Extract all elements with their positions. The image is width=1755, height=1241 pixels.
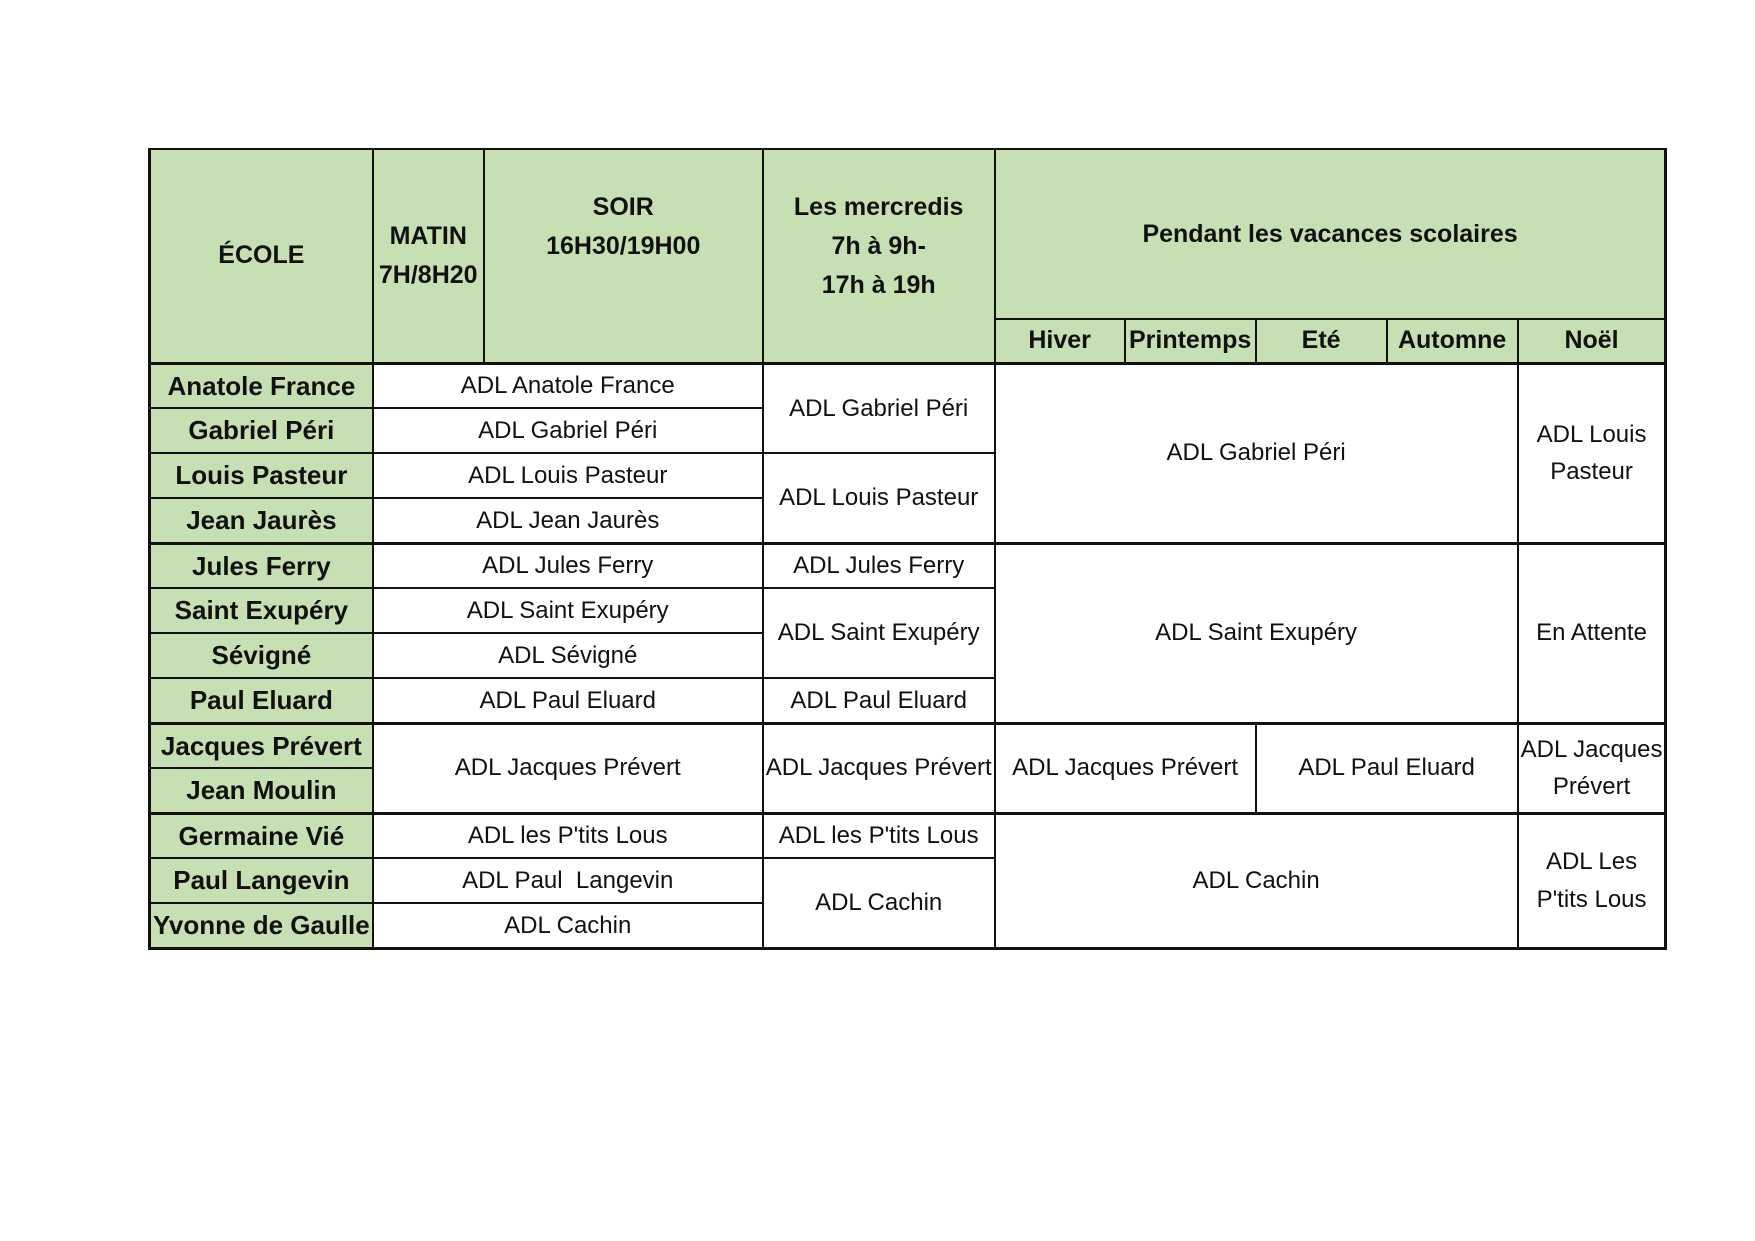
schedule-table bbox=[148, 148, 1667, 950]
matin-soir-cell: ADL Cachin bbox=[373, 903, 763, 948]
matin-soir-cell: ADL Jules Ferry bbox=[373, 543, 763, 588]
mercredis-cell: ADL Gabriel Péri bbox=[763, 363, 995, 453]
school-name: Jacques Prévert bbox=[150, 723, 373, 768]
noel-cell-line2: Prévert bbox=[1552, 773, 1631, 800]
school-name: Germaine Vié bbox=[150, 813, 373, 858]
matin-soir-cell: ADL Saint Exupéry bbox=[373, 588, 763, 633]
header-mercredis-line2: 7h à 9h- bbox=[831, 231, 926, 260]
table-row bbox=[150, 363, 1666, 408]
school-name: Saint Exupéry bbox=[150, 588, 373, 633]
school-name: Jean Moulin bbox=[150, 768, 373, 813]
mercredis-cell: ADL Jules Ferry bbox=[763, 543, 995, 588]
header-mercredis-line3: 17h à 19h bbox=[821, 270, 936, 299]
header-matin-line1: MATIN bbox=[389, 222, 467, 250]
school-name: Gabriel Péri bbox=[150, 408, 373, 453]
header-automne: Automne bbox=[1387, 319, 1518, 363]
header-soir bbox=[484, 149, 763, 363]
noel-cell-line1: ADL Jacques bbox=[1520, 735, 1663, 763]
header-row bbox=[150, 149, 1666, 319]
table-row bbox=[150, 813, 1666, 858]
table-row bbox=[150, 543, 1666, 588]
header-matin-line2: 7H/8H20 bbox=[378, 260, 478, 289]
matin-soir-cell: ADL Jacques Prévert bbox=[373, 723, 763, 813]
header-vacances: Pendant les vacances scolaires bbox=[995, 149, 1666, 319]
mercredis-cell: ADL Jacques Prévert bbox=[763, 723, 995, 813]
noel-cell-line2: P'tits Lous bbox=[1536, 885, 1647, 913]
matin-soir-cell: ADL Anatole France bbox=[373, 363, 763, 408]
mercredis-cell: ADL Paul Eluard bbox=[763, 678, 995, 723]
matin-soir-cell: ADL Paul Eluard bbox=[373, 678, 763, 723]
noel-cell bbox=[1518, 723, 1666, 813]
header-noel: Noël bbox=[1518, 319, 1666, 363]
noel-cell-line2: Pasteur bbox=[1550, 458, 1633, 485]
vacances-cell: ADL Gabriel Péri bbox=[995, 363, 1518, 543]
noel-cell-line1: ADL Louis bbox=[1536, 420, 1647, 448]
header-mercredis bbox=[763, 149, 995, 363]
matin-soir-cell: ADL Sévigné bbox=[373, 633, 763, 678]
noel-cell bbox=[1518, 363, 1666, 543]
school-name: Paul Langevin bbox=[150, 858, 373, 903]
header-ete: Eté bbox=[1256, 319, 1387, 363]
mercredis-cell: ADL Louis Pasteur bbox=[763, 453, 995, 543]
noel-cell bbox=[1518, 813, 1666, 948]
header-soir-line1: SOIR bbox=[592, 193, 654, 221]
table-row bbox=[150, 723, 1666, 768]
header-soir-line2: 16H30/19H00 bbox=[546, 231, 701, 260]
mercredis-cell: ADL Cachin bbox=[763, 858, 995, 948]
header-matin bbox=[373, 149, 484, 363]
schedule-table-wrapper bbox=[148, 148, 1667, 950]
matin-soir-cell: ADL Jean Jaurès bbox=[373, 498, 763, 543]
header-printemps: Printemps bbox=[1125, 319, 1256, 363]
vacances-cell: ADL Saint Exupéry bbox=[995, 543, 1518, 723]
header-hiver: Hiver bbox=[995, 319, 1125, 363]
matin-soir-cell: ADL Gabriel Péri bbox=[373, 408, 763, 453]
noel-cell: En Attente bbox=[1518, 543, 1666, 723]
school-name: Yvonne de Gaulle bbox=[150, 903, 373, 948]
header-ecole: ÉCOLE bbox=[150, 149, 373, 363]
mercredis-cell: ADL les P'tits Lous bbox=[763, 813, 995, 858]
vacances-cell-ete-automne: ADL Paul Eluard bbox=[1256, 723, 1518, 813]
matin-soir-cell: ADL Louis Pasteur bbox=[373, 453, 763, 498]
header-mercredis-line1: Les mercredis bbox=[793, 193, 964, 221]
matin-soir-cell: ADL les P'tits Lous bbox=[373, 813, 763, 858]
school-name: Anatole France bbox=[150, 363, 373, 408]
school-name: Paul Eluard bbox=[150, 678, 373, 723]
noel-cell-line1: ADL Les bbox=[1545, 848, 1638, 876]
vacances-cell: ADL Cachin bbox=[995, 813, 1518, 948]
mercredis-cell: ADL Saint Exupéry bbox=[763, 588, 995, 678]
school-name: Louis Pasteur bbox=[150, 453, 373, 498]
school-name: Jules Ferry bbox=[150, 543, 373, 588]
school-name: Jean Jaurès bbox=[150, 498, 373, 543]
matin-soir-cell: ADL Paul Langevin bbox=[373, 858, 763, 903]
vacances-cell-hiver-printemps: ADL Jacques Prévert bbox=[995, 723, 1256, 813]
school-name: Sévigné bbox=[150, 633, 373, 678]
